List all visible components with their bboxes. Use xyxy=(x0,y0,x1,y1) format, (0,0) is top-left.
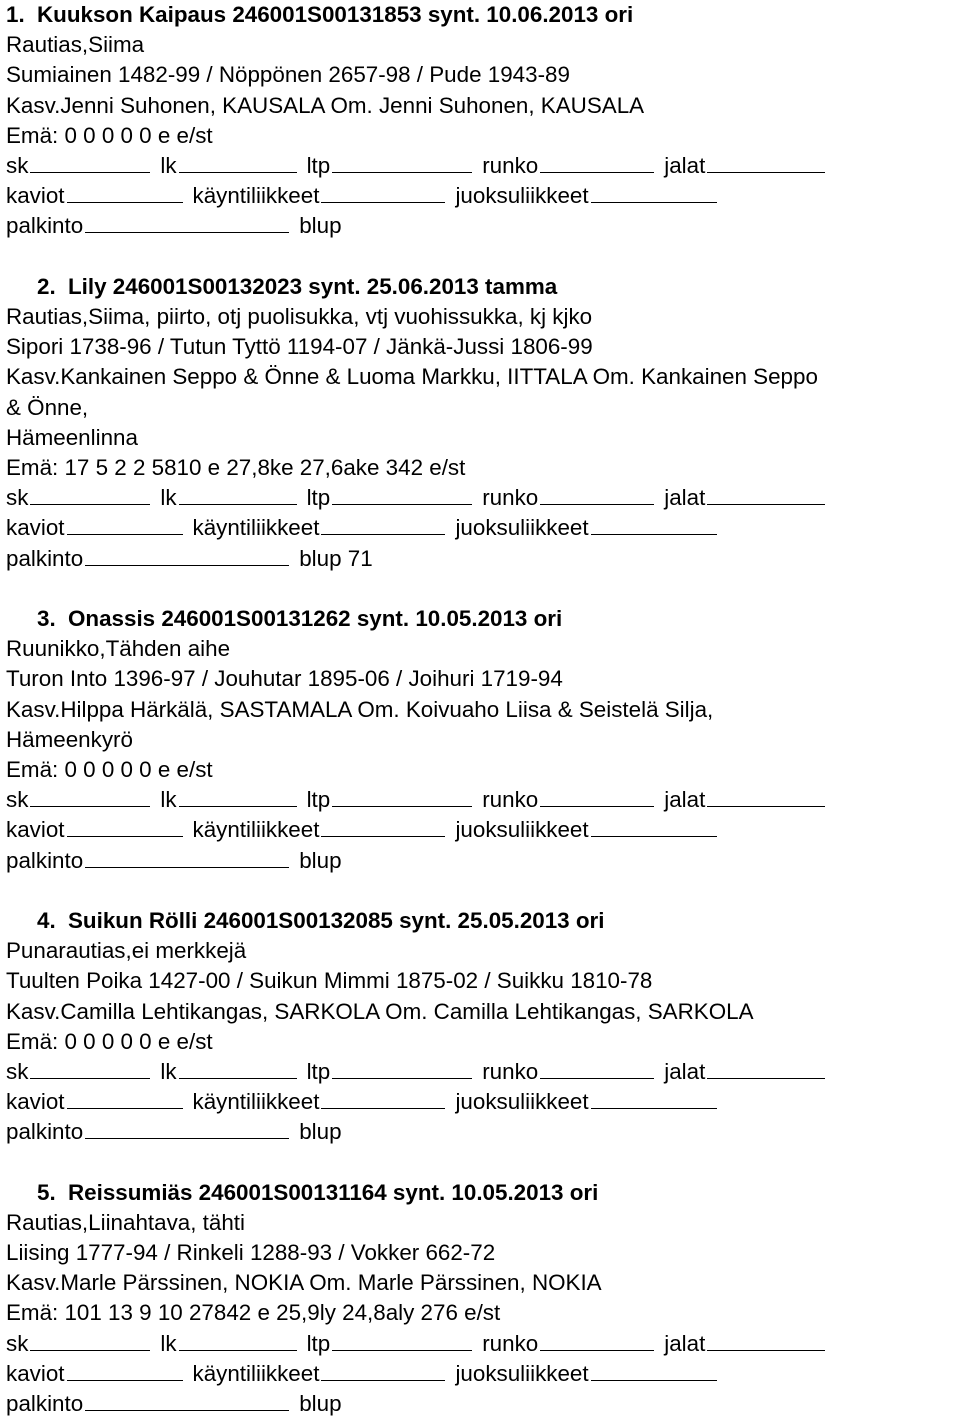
field-kayntiliikkeet[interactable] xyxy=(321,1088,445,1109)
label-kayntiliikkeet: käyntiliikkeet xyxy=(192,1360,320,1386)
field-palkinto[interactable] xyxy=(85,1390,289,1411)
field-jalat[interactable] xyxy=(707,152,825,173)
field-jalat[interactable] xyxy=(707,484,825,505)
score-row-1 xyxy=(6,151,958,181)
score-row-1 xyxy=(6,1057,958,1087)
horse-entry xyxy=(6,1147,958,1419)
owner-town: Hämeenlinna xyxy=(6,424,138,450)
entry-title: Lily 246001S00132023 synt. 25.06.2013 tamma xyxy=(68,273,558,299)
field-ltp[interactable] xyxy=(332,152,472,173)
label-runko: runko xyxy=(482,153,539,179)
entry-spacer xyxy=(6,242,958,272)
label-lk: lk xyxy=(160,153,177,179)
field-kaviot[interactable] xyxy=(67,182,183,203)
entry-title: Suikun Rölli 246001S00132085 synt. 25.05.2013 ori xyxy=(68,907,605,933)
entry-title: Onassis 246001S00131262 synt. 10.05.2013 ori xyxy=(68,605,563,631)
blup-value: 71 xyxy=(347,545,373,571)
field-lk[interactable] xyxy=(179,152,297,173)
label-kaviot: kaviot xyxy=(6,183,65,209)
field-palkinto[interactable] xyxy=(85,1118,289,1139)
label-blup: blup xyxy=(299,847,342,873)
label-juoksuliikkeet: juoksuliikkeet xyxy=(455,1360,589,1386)
label-jalat: jalat xyxy=(664,485,706,511)
field-sk[interactable] xyxy=(30,1330,150,1351)
entry-heading xyxy=(6,906,958,936)
label-juoksuliikkeet: juoksuliikkeet xyxy=(455,817,589,843)
field-jalat[interactable] xyxy=(707,786,825,807)
field-runko[interactable] xyxy=(540,1330,654,1351)
label-lk: lk xyxy=(160,1330,177,1356)
entry-spacer xyxy=(6,876,958,906)
breeder-owner: Kasv.Camilla Lehtikangas, SARKOLA Om. Camilla Lehtikangas, SARKOLA xyxy=(6,998,754,1024)
entry-spacer xyxy=(6,574,958,604)
field-juoksuliikkeet[interactable] xyxy=(591,816,717,837)
label-sk: sk xyxy=(6,1058,29,1084)
label-kayntiliikkeet: käyntiliikkeet xyxy=(192,515,320,541)
horse-color: Rautias,Siima xyxy=(6,32,145,58)
entry-heading xyxy=(6,272,958,302)
score-row-2 xyxy=(6,181,958,211)
horse-entry xyxy=(6,876,958,1148)
field-jalat[interactable] xyxy=(707,1330,825,1351)
entry-heading xyxy=(6,1178,958,1208)
field-palkinto[interactable] xyxy=(85,847,289,868)
entry-heading xyxy=(6,604,958,634)
label-kaviot: kaviot xyxy=(6,817,65,843)
field-juoksuliikkeet[interactable] xyxy=(591,1360,717,1381)
field-jalat[interactable] xyxy=(707,1058,825,1079)
label-blup: blup xyxy=(299,213,342,239)
field-ltp[interactable] xyxy=(332,1330,472,1351)
label-sk: sk xyxy=(6,153,29,179)
field-juoksuliikkeet[interactable] xyxy=(591,514,717,535)
horse-color: Rautias,Liinahtava, tähti xyxy=(6,1209,245,1235)
field-ltp[interactable] xyxy=(332,1058,472,1079)
field-kayntiliikkeet[interactable] xyxy=(321,816,445,837)
dam-record: Emä: 0 0 0 0 0 e e/st xyxy=(6,122,213,148)
horse-pedigree: Liising 1777-94 / Rinkeli 1288-93 / Vokker 662-72 xyxy=(6,1240,496,1266)
field-sk[interactable] xyxy=(30,152,150,173)
label-ltp: ltp xyxy=(306,153,331,179)
label-runko: runko xyxy=(482,787,539,813)
entry-number: 2. xyxy=(37,273,56,299)
horse-pedigree: Sumiainen 1482-99 / Nöppönen 2657-98 / Pude 1943-89 xyxy=(6,62,570,88)
field-ltp[interactable] xyxy=(332,484,472,505)
label-palkinto: palkinto xyxy=(6,545,84,571)
horse-color: Rautias,Siima, piirto, otj puolisukka, vtj vuohissukka, kj kjko xyxy=(6,303,593,329)
entry-number: 3. xyxy=(37,605,56,631)
field-runko[interactable] xyxy=(540,786,654,807)
label-palkinto: palkinto xyxy=(6,847,84,873)
label-lk: lk xyxy=(160,787,177,813)
field-kayntiliikkeet[interactable] xyxy=(321,1360,445,1381)
field-lk[interactable] xyxy=(179,786,297,807)
breeder-owner: Kasv.Kankainen Seppo & Önne & Luoma Markku, IITTALA Om. Kankainen Seppo xyxy=(6,364,818,390)
dam-record: Emä: 0 0 0 0 0 e e/st xyxy=(6,756,213,782)
label-palkinto: palkinto xyxy=(6,1119,84,1145)
entry-number: 5. xyxy=(37,1179,56,1205)
field-ltp[interactable] xyxy=(332,786,472,807)
score-row-1 xyxy=(6,1329,958,1359)
label-kayntiliikkeet: käyntiliikkeet xyxy=(192,817,320,843)
horse-pedigree: Sipori 1738-96 / Tutun Tyttö 1194-07 / Jänkä-Jussi 1806-99 xyxy=(6,334,593,360)
entry-spacer xyxy=(6,1147,958,1177)
label-palkinto: palkinto xyxy=(6,1391,84,1417)
field-kaviot[interactable] xyxy=(67,1088,183,1109)
label-blup: blup xyxy=(299,1119,342,1145)
entry-heading xyxy=(6,0,958,30)
label-ltp: ltp xyxy=(306,787,331,813)
label-sk: sk xyxy=(6,1330,29,1356)
horse-color: Punarautias,ei merkkejä xyxy=(6,938,247,964)
field-juoksuliikkeet[interactable] xyxy=(591,182,717,203)
score-row-1 xyxy=(6,785,958,815)
field-lk[interactable] xyxy=(179,1058,297,1079)
horse-entry xyxy=(6,574,958,876)
field-sk[interactable] xyxy=(30,1058,150,1079)
label-kayntiliikkeet: käyntiliikkeet xyxy=(192,183,320,209)
label-kaviot: kaviot xyxy=(6,515,65,541)
field-lk[interactable] xyxy=(179,1330,297,1351)
score-row-3 xyxy=(6,846,958,876)
horse-entry xyxy=(6,0,958,242)
breeder-owner: Kasv.Marle Pärssinen, NOKIA Om. Marle Pärssinen, NOKIA xyxy=(6,1270,602,1296)
field-runko[interactable] xyxy=(540,1058,654,1079)
label-sk: sk xyxy=(6,787,29,813)
horse-entry xyxy=(6,242,958,574)
label-jalat: jalat xyxy=(664,1330,706,1356)
horse-pedigree: Tuulten Poika 1427-00 / Suikun Mimmi 1875-02 / Suikku 1810-78 xyxy=(6,968,653,994)
breeder-owner: Kasv.Jenni Suhonen, KAUSALA Om. Jenni Suhonen, KAUSALA xyxy=(6,92,645,118)
score-row-1 xyxy=(6,483,958,513)
label-juoksuliikkeet: juoksuliikkeet xyxy=(455,515,589,541)
owner-continued: Hämeenkyrö xyxy=(6,726,133,752)
label-ltp: ltp xyxy=(306,1330,331,1356)
field-juoksuliikkeet[interactable] xyxy=(591,1088,717,1109)
dam-record: Emä: 17 5 2 2 5810 e 27,8ke 27,6ake 342 e/st xyxy=(6,454,466,480)
label-sk: sk xyxy=(6,485,29,511)
field-palkinto[interactable] xyxy=(85,545,289,566)
entry-number: 4. xyxy=(37,907,56,933)
label-kaviot: kaviot xyxy=(6,1360,65,1386)
label-runko: runko xyxy=(482,485,539,511)
label-jalat: jalat xyxy=(664,787,706,813)
horse-color: Ruunikko,Tähden aihe xyxy=(6,636,231,662)
field-kayntiliikkeet[interactable] xyxy=(321,514,445,535)
entry-title: Reissumiäs 246001S00131164 synt. 10.05.2013 ori xyxy=(68,1179,599,1205)
label-ltp: ltp xyxy=(306,485,331,511)
owner-continued: & Önne, xyxy=(6,394,89,420)
document-page xyxy=(6,0,958,1419)
dam-record: Emä: 101 13 9 10 27842 e 25,9ly 24,8aly 276 e/st xyxy=(6,1300,501,1326)
field-sk[interactable] xyxy=(30,484,150,505)
score-row-2 xyxy=(6,1087,958,1117)
field-sk[interactable] xyxy=(30,786,150,807)
score-row-3 xyxy=(6,1117,958,1147)
label-lk: lk xyxy=(160,485,177,511)
label-runko: runko xyxy=(482,1330,539,1356)
field-lk[interactable] xyxy=(179,484,297,505)
label-kaviot: kaviot xyxy=(6,1089,65,1115)
field-kaviot[interactable] xyxy=(67,514,183,535)
horse-pedigree: Turon Into 1396-97 / Jouhutar 1895-06 / Joihuri 1719-94 xyxy=(6,666,563,692)
label-ltp: ltp xyxy=(306,1058,331,1084)
field-kaviot[interactable] xyxy=(67,816,183,837)
label-blup: blup xyxy=(299,545,342,571)
entry-number: 1. xyxy=(6,2,25,27)
label-jalat: jalat xyxy=(664,153,706,179)
field-kaviot[interactable] xyxy=(67,1360,183,1381)
breeder-owner: Kasv.Hilppa Härkälä, SASTAMALA Om. Koivuaho Liisa & Seistelä Silja, xyxy=(6,696,714,722)
label-juoksuliikkeet: juoksuliikkeet xyxy=(455,1089,589,1115)
label-kayntiliikkeet: käyntiliikkeet xyxy=(192,1089,320,1115)
label-blup: blup xyxy=(299,1391,342,1417)
score-row-3 xyxy=(6,1389,958,1419)
field-kayntiliikkeet[interactable] xyxy=(321,182,445,203)
label-juoksuliikkeet: juoksuliikkeet xyxy=(455,183,589,209)
dam-record: Emä: 0 0 0 0 0 e e/st xyxy=(6,1028,213,1054)
field-palkinto[interactable] xyxy=(85,212,289,233)
score-row-2 xyxy=(6,513,958,543)
label-runko: runko xyxy=(482,1058,539,1084)
label-palkinto: palkinto xyxy=(6,213,84,239)
score-row-3 xyxy=(6,211,958,241)
label-lk: lk xyxy=(160,1058,177,1084)
score-row-2 xyxy=(6,1359,958,1389)
score-row-3 xyxy=(6,544,958,574)
entry-title: Kuukson Kaipaus 246001S00131853 synt. 10.06.2013 ori xyxy=(37,2,634,27)
field-runko[interactable] xyxy=(540,152,654,173)
field-runko[interactable] xyxy=(540,484,654,505)
score-row-2 xyxy=(6,815,958,845)
label-jalat: jalat xyxy=(664,1058,706,1084)
